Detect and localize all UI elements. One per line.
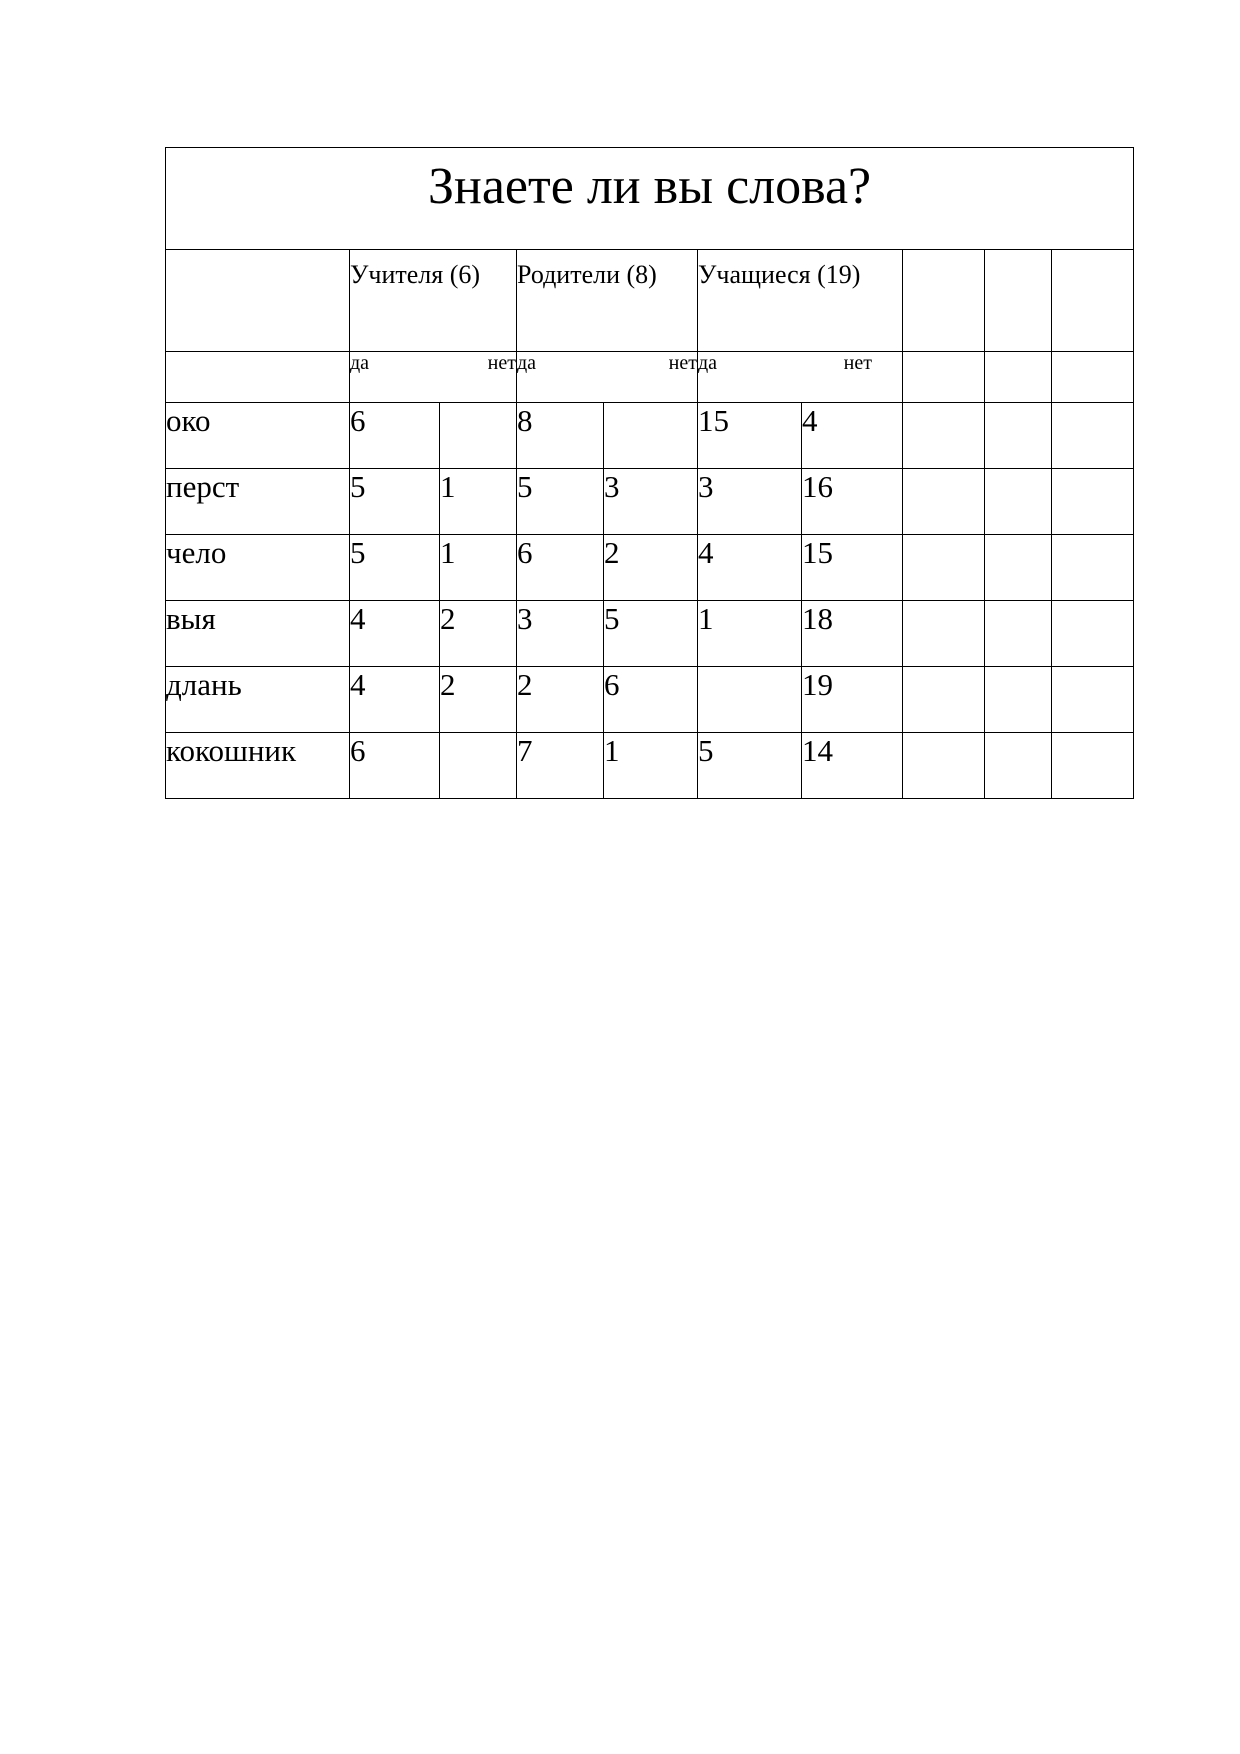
empty-header-cell xyxy=(985,352,1052,403)
count-cell: 3 xyxy=(604,469,698,535)
empty-cell xyxy=(985,601,1052,667)
count-cell: 19 xyxy=(802,667,903,733)
word-cell: перст xyxy=(166,469,350,535)
parents-yes-no xyxy=(517,352,698,403)
survey-table xyxy=(165,147,1134,799)
count-cell: 4 xyxy=(350,601,440,667)
empty-cell xyxy=(903,403,985,469)
empty-header-cell xyxy=(903,352,985,403)
group-header-row xyxy=(166,250,1134,352)
count-cell: 2 xyxy=(604,535,698,601)
count-cell: 6 xyxy=(350,403,440,469)
empty-cell xyxy=(903,535,985,601)
table-row xyxy=(166,601,1134,667)
table-row xyxy=(166,535,1134,601)
empty-cell xyxy=(903,667,985,733)
empty-cell xyxy=(985,733,1052,799)
count-cell xyxy=(440,403,517,469)
empty-header-cell xyxy=(1052,352,1134,403)
count-cell: 2 xyxy=(440,667,517,733)
corner-cell xyxy=(166,250,350,352)
yes-no-header-row xyxy=(166,352,1134,403)
yes-label: да xyxy=(517,352,537,374)
count-cell: 5 xyxy=(604,601,698,667)
teachers-yes-no xyxy=(350,352,517,403)
count-cell: 5 xyxy=(350,535,440,601)
empty-cell xyxy=(985,403,1052,469)
group-teachers-header: Учителя (6) xyxy=(350,250,517,352)
count-cell: 4 xyxy=(698,535,802,601)
count-cell: 8 xyxy=(517,403,604,469)
count-cell: 14 xyxy=(802,733,903,799)
no-label: нет xyxy=(668,352,697,374)
empty-cell xyxy=(903,601,985,667)
count-cell: 4 xyxy=(802,403,903,469)
count-cell: 1 xyxy=(440,469,517,535)
count-cell: 2 xyxy=(517,667,604,733)
word-cell: око xyxy=(166,403,350,469)
empty-cell xyxy=(1052,403,1134,469)
table-title: Знаете ли вы слова? xyxy=(166,148,1134,250)
word-cell: выя xyxy=(166,601,350,667)
empty-cell xyxy=(985,535,1052,601)
count-cell xyxy=(440,733,517,799)
corner-cell xyxy=(166,352,350,403)
count-cell xyxy=(698,667,802,733)
count-cell: 5 xyxy=(698,733,802,799)
yes-label: да xyxy=(698,352,718,374)
empty-cell xyxy=(985,469,1052,535)
count-cell: 7 xyxy=(517,733,604,799)
count-cell: 15 xyxy=(698,403,802,469)
count-cell: 18 xyxy=(802,601,903,667)
empty-header-cell xyxy=(1052,250,1134,352)
empty-cell xyxy=(1052,469,1134,535)
count-cell: 1 xyxy=(604,733,698,799)
yes-label: да xyxy=(350,352,370,374)
count-cell: 5 xyxy=(517,469,604,535)
count-cell: 15 xyxy=(802,535,903,601)
word-cell: длань xyxy=(166,667,350,733)
title-row xyxy=(166,148,1134,250)
empty-cell xyxy=(1052,733,1134,799)
empty-cell xyxy=(1052,535,1134,601)
count-cell: 2 xyxy=(440,601,517,667)
empty-header-cell xyxy=(985,250,1052,352)
table-row xyxy=(166,403,1134,469)
empty-cell xyxy=(903,733,985,799)
word-cell: чело xyxy=(166,535,350,601)
no-label: нет xyxy=(843,352,872,374)
group-students-header: Учащиеся (19) xyxy=(698,250,903,352)
count-cell: 5 xyxy=(350,469,440,535)
no-label: нет xyxy=(487,352,516,374)
empty-header-cell xyxy=(903,250,985,352)
students-yes-no xyxy=(698,352,903,403)
group-parents-header: Родители (8) xyxy=(517,250,698,352)
empty-cell xyxy=(1052,667,1134,733)
count-cell: 16 xyxy=(802,469,903,535)
count-cell: 3 xyxy=(698,469,802,535)
count-cell: 1 xyxy=(698,601,802,667)
count-cell xyxy=(604,403,698,469)
count-cell: 1 xyxy=(440,535,517,601)
empty-cell xyxy=(1052,601,1134,667)
count-cell: 6 xyxy=(517,535,604,601)
count-cell: 6 xyxy=(350,733,440,799)
empty-cell xyxy=(985,667,1052,733)
count-cell: 6 xyxy=(604,667,698,733)
count-cell: 4 xyxy=(350,667,440,733)
word-cell: кокошник xyxy=(166,733,350,799)
empty-cell xyxy=(903,469,985,535)
count-cell: 3 xyxy=(517,601,604,667)
table-row xyxy=(166,667,1134,733)
table-row xyxy=(166,733,1134,799)
table-row xyxy=(166,469,1134,535)
